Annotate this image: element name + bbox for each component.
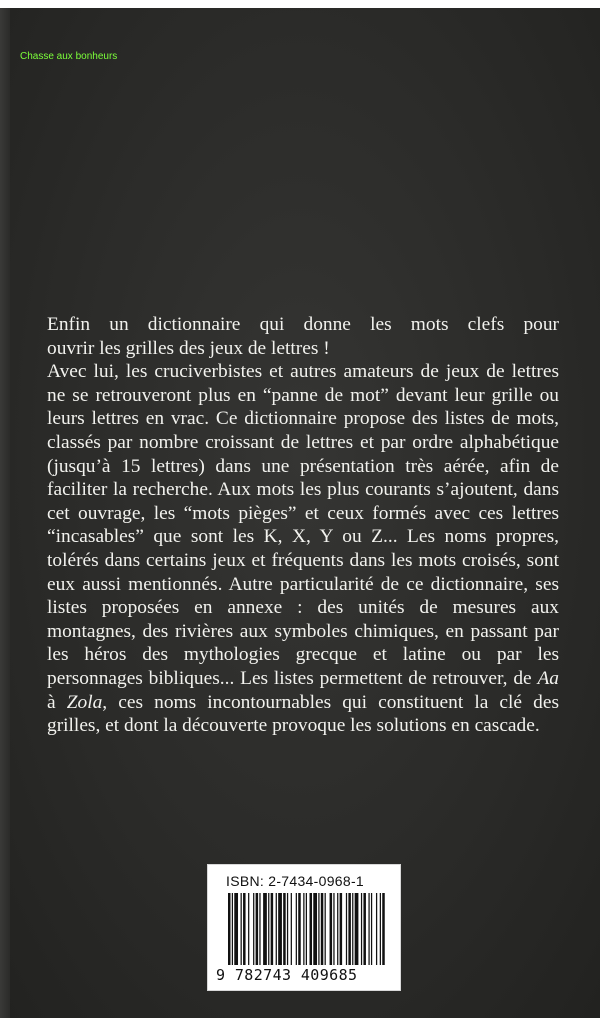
barcode-bar xyxy=(296,893,297,965)
barcode-bar xyxy=(337,893,338,965)
blurb-text-part-1: Avec lui, les cruciverbistes et autres amateurs de jeux de lettres ne se retrouveront plus en “panne de mot” devant leur grille ou leurs lettres en vrac. Ce dictionnaire propose des listes de mots, classés par nombre croissant de lettres et par ordre alphabétique (jusqu’à 15 lettres) dans une présentation très aérée, afin de faciliter la recherche. Aux mots les plus courants s’ajoutent, dans cet ouvrage, les “mots pièges” et ceux formés avec ces lettres “incasables” que sont les K, X, Y ou Z... Les noms propres, tolérés dans certains jeux et fréquents dans les mots croisés, sont eux aussi mentionnés. Autre particularité de ce dictionnaire, ses listes proposées en annexe : des unités de mesures aux montagnes, des rivières aux symboles chimiques, en passant par les héros des mythologies grecque et latine ou par les personnages bibliques... Les listes permettent de retrouver, de xyxy=(47,361,559,689)
blurb-line-1: Enfin un dictionnaire qui donne les mots clefs pour xyxy=(47,314,559,335)
barcode-graphic xyxy=(228,893,386,965)
barcode-bar xyxy=(298,893,301,965)
barcode-bar xyxy=(263,893,267,965)
barcode-bar xyxy=(234,893,238,965)
blurb-text-part-3: , ces noms incontournables qui constituent la clé des grilles, et dont la découverte provoque les solutions en cascade. xyxy=(47,691,559,737)
barcode-bar xyxy=(363,893,366,965)
barcode-bar xyxy=(259,893,260,965)
barcode-bar xyxy=(248,893,249,965)
isbn-label: ISBN: 2-7434-0968-1 xyxy=(226,873,365,889)
barcode-bar xyxy=(346,893,347,965)
barcode-bar xyxy=(278,893,282,965)
barcode-bar xyxy=(268,893,269,965)
back-cover-blurb xyxy=(47,313,559,738)
watermark-text: Chasse aux bonheurs xyxy=(20,51,118,62)
barcode-bar xyxy=(310,893,313,965)
isbn-barcode-box xyxy=(207,864,401,991)
barcode-bar xyxy=(352,893,353,965)
barcode-bar xyxy=(291,893,292,965)
barcode-bar xyxy=(271,893,274,965)
barcode-bar xyxy=(340,893,343,965)
barcode-bar xyxy=(382,893,385,965)
barcode-bar xyxy=(276,893,277,965)
blurb-italic-zola: Zola xyxy=(66,691,103,713)
blurb-line-2: ouvrir les grilles des jeux de lettres ! xyxy=(47,337,330,359)
barcode-bar xyxy=(380,893,381,965)
barcode-bar xyxy=(333,893,334,965)
blurb-italic-aa: Aa xyxy=(537,667,559,689)
barcode-bar xyxy=(303,893,304,965)
barcode-bar xyxy=(325,893,326,965)
barcode-bar xyxy=(318,893,319,965)
blurb-paragraph xyxy=(47,360,559,738)
barcode-bar xyxy=(368,893,369,965)
barcode-bar xyxy=(283,893,286,965)
barcode-bar xyxy=(228,893,231,965)
barcode-bar xyxy=(330,893,333,965)
barcode-bar xyxy=(313,893,317,965)
cover-spine-edge xyxy=(0,0,10,1018)
barcode-bar xyxy=(348,893,351,965)
blurb-text-part-2: à xyxy=(47,691,67,713)
barcode-bar xyxy=(232,893,233,965)
barcode-bar xyxy=(355,893,359,965)
barcode-bar xyxy=(287,893,288,965)
page-top-margin xyxy=(0,0,600,8)
barcode-bar xyxy=(256,893,259,965)
barcode-bar xyxy=(306,893,307,965)
barcode-bar xyxy=(241,893,242,965)
barcode-bar xyxy=(253,893,254,965)
barcode-bar xyxy=(361,893,362,965)
barcode-bar xyxy=(371,893,372,965)
barcode-bar xyxy=(243,893,246,965)
barcode-bar xyxy=(376,893,377,965)
barcode-bar xyxy=(321,893,324,965)
ean-digits: 9 782743 409685 xyxy=(216,966,358,984)
